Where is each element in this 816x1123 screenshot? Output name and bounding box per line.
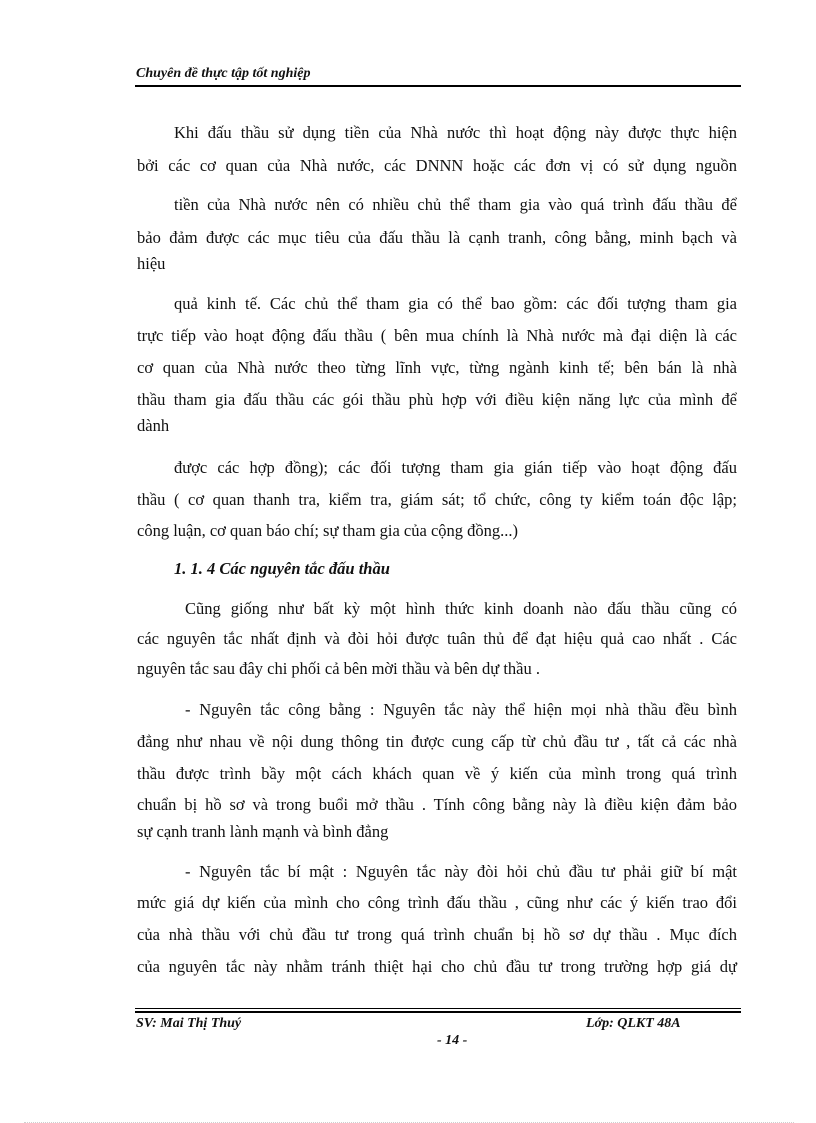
footer-class-name: Lớp: QLKT 48A xyxy=(586,1016,681,1031)
paragraph-5-line-2: đẳng như nhau về nội dung thông tin được cung cấp từ chủ đầu tư , tất cả các nhà xyxy=(137,732,737,751)
paragraph-6-line-4: của nguyên tắc này nhằm tránh thiệt hại cho chủ đầu tư trong trường hợp giá dự xyxy=(137,957,737,976)
header-rule xyxy=(135,85,741,87)
paragraph-2-line-4: thầu tham gia đấu thầu các gói thầu phù hợp với điều kiện năng lực của mình để xyxy=(137,390,737,409)
paragraph-5-line-3: thầu được trình bầy một cách khách quan về ý kiến của mình trong quá trình xyxy=(137,764,737,783)
paragraph-6-line-3: của nhà thầu với chủ đầu tư trong quá trình chuẩn bị hồ sơ dự thầu . Mục đích xyxy=(137,925,737,944)
paragraph-1-line-3: tiền của Nhà nước nên có nhiều chủ thể tham gia vào quá trình đấu thầu để xyxy=(174,195,737,214)
paragraph-6-line-2: mức giá dự kiến của mình cho công trình đấu thầu , cũng như các ý kiến trao đổi xyxy=(137,893,737,912)
paragraph-6-line-1: - Nguyên tắc bí mật : Nguyên tắc này đòi hỏi chủ đầu tư phải giữ bí mật xyxy=(185,862,737,881)
paragraph-1-line-1: Khi đấu thầu sử dụng tiền của Nhà nước thì hoạt động này được thực hiện xyxy=(174,123,737,142)
paragraph-3-line-1: được các hợp đồng); các đối tượng tham gia gián tiếp vào hoạt động đấu xyxy=(174,458,737,477)
paragraph-2-line-3: cơ quan của Nhà nước theo từng lĩnh vực, từng ngành kinh tế; bên bán là nhà xyxy=(137,358,737,377)
paragraph-5-line-1: - Nguyên tắc công bằng : Nguyên tắc này thể hiện mọi nhà thầu đều bình xyxy=(185,700,737,719)
paragraph-1-line-2: bởi các cơ quan của Nhà nước, các DNNN hoặc các đơn vị có sử dụng nguồn xyxy=(137,156,737,175)
footer-rule-thin xyxy=(135,1008,741,1009)
paragraph-1-line-4: bảo đảm được các mục tiêu của đấu thầu là cạnh tranh, công bằng, minh bạch và xyxy=(137,228,737,247)
paragraph-4-line-2: các nguyên tắc nhất định và đòi hỏi được tuân thủ để đạt hiệu quả cao nhất . Các xyxy=(137,629,737,648)
section-heading: 1. 1. 4 Các nguyên tắc đấu thầu xyxy=(174,559,390,578)
paragraph-3-line-2: thầu ( cơ quan thanh tra, kiểm tra, giám sát; tổ chức, công ty kiểm toán độc lập; xyxy=(137,490,737,509)
page-number: - 14 - xyxy=(437,1033,468,1048)
footer-student-name: SV: Mai Thị Thuý xyxy=(136,1016,242,1031)
paragraph-5-line-5: sự cạnh tranh lành mạnh và bình đẳng xyxy=(137,822,389,841)
paragraph-4-line-1: Cũng giống như bất kỳ một hình thức kinh doanh nào đấu thầu cũng có xyxy=(185,599,737,618)
document-header-title: Chuyên đề thực tập tốt nghiệp xyxy=(136,66,311,81)
paragraph-3-line-3: công luận, cơ quan báo chí; sự tham gia của cộng đồng...) xyxy=(137,521,519,540)
paragraph-2-line-5: dành xyxy=(137,416,170,435)
paragraph-1-line-5: hiệu xyxy=(137,254,166,273)
paragraph-5-line-4: chuẩn bị hồ sơ và trong buổi mở thầu . Tính công bằng này là điều kiện đảm bảo xyxy=(137,795,737,814)
paragraph-4-line-3: nguyên tắc sau đây chi phối cả bên mời thầu và bên dự thầu . xyxy=(137,659,541,678)
footer-rule-thick xyxy=(135,1011,741,1013)
paragraph-2-line-2: trực tiếp vào hoạt động đấu thầu ( bên mua chính là Nhà nước mà đại diện là các xyxy=(137,326,737,345)
paragraph-2-line-1: quả kinh tế. Các chủ thể tham gia có thể bao gồm: các đối tượng tham gia xyxy=(174,294,737,313)
